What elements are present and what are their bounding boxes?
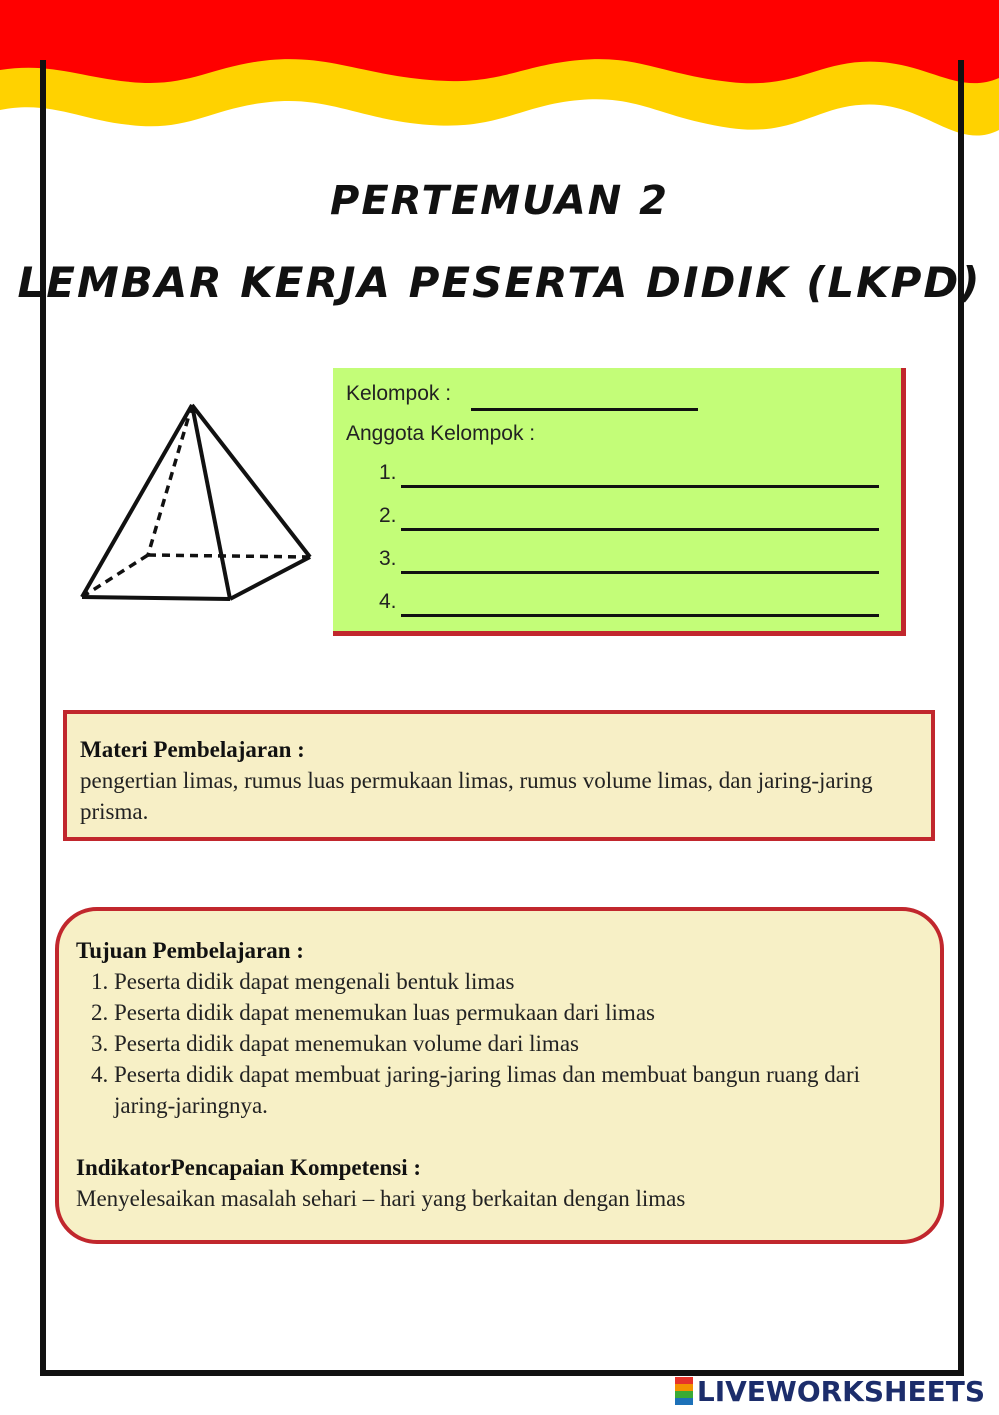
member-row bbox=[379, 504, 879, 534]
member-row bbox=[379, 461, 879, 491]
list-item bbox=[76, 1028, 926, 1059]
group-info-box bbox=[333, 368, 906, 636]
member-input-line[interactable] bbox=[401, 485, 879, 488]
member-number: 2. bbox=[379, 504, 397, 527]
learning-objectives-list bbox=[76, 966, 926, 1121]
list-item-number: 1. bbox=[91, 969, 109, 994]
list-item bbox=[76, 966, 926, 997]
group-name-label: Kelompok : bbox=[346, 382, 452, 405]
member-number: 3. bbox=[379, 547, 397, 570]
member-number: 1. bbox=[379, 461, 397, 484]
page-title-lkpd: LEMBAR KERJA PESERTA DIDIK (LKPD) bbox=[17, 258, 982, 307]
list-item-text: Peserta didik dapat menemukan luas permukaan dari limas bbox=[114, 1000, 655, 1025]
pyramid-illustration bbox=[70, 395, 320, 610]
learning-material-title: Materi Pembelajaran : bbox=[80, 737, 305, 762]
list-item-text: Peserta didik dapat mengenali bentuk limas bbox=[114, 969, 515, 994]
learning-material-box bbox=[63, 710, 935, 841]
learning-objectives-box bbox=[55, 907, 944, 1244]
member-row bbox=[379, 547, 879, 577]
member-input-line[interactable] bbox=[401, 571, 879, 574]
member-number: 4. bbox=[379, 590, 397, 613]
member-row bbox=[379, 590, 879, 620]
list-item-number: 3. bbox=[91, 1031, 109, 1056]
group-members-label: Anggota Kelompok : bbox=[346, 422, 536, 445]
competency-indicator-text: Menyelesaikan masalah sehari – hari yang berkaitan dengan limas bbox=[76, 1186, 686, 1211]
competency-indicator-title: IndikatorPencapaian Kompetensi : bbox=[76, 1155, 422, 1180]
list-item-text: Peserta didik dapat membuat jaring-jaring limas dan membuat bangun ruang dari jaring-jaringnya. bbox=[114, 1062, 861, 1118]
list-item bbox=[76, 997, 926, 1028]
page-title-meeting: PERTEMUAN 2 bbox=[330, 178, 669, 224]
learning-objectives-title: Tujuan Pembelajaran : bbox=[76, 938, 304, 963]
member-input-line[interactable] bbox=[401, 614, 879, 617]
liveworksheets-logo-icon bbox=[675, 1377, 693, 1405]
list-item bbox=[76, 1059, 926, 1121]
liveworksheets-logo-text: LIVEWORKSHEETS bbox=[696, 1374, 985, 1408]
list-item-number: 2. bbox=[91, 1000, 109, 1025]
list-item-text: Peserta didik dapat menemukan volume dari limas bbox=[114, 1031, 579, 1056]
learning-material-text: pengertian limas, rumus luas permukaan limas, rumus volume limas, dan jaring-jaring prisma. bbox=[80, 768, 873, 824]
member-input-line[interactable] bbox=[401, 528, 879, 531]
liveworksheets-watermark[interactable] bbox=[675, 1374, 985, 1408]
group-name-input-line[interactable] bbox=[471, 408, 698, 411]
list-item-number: 4. bbox=[91, 1062, 109, 1087]
